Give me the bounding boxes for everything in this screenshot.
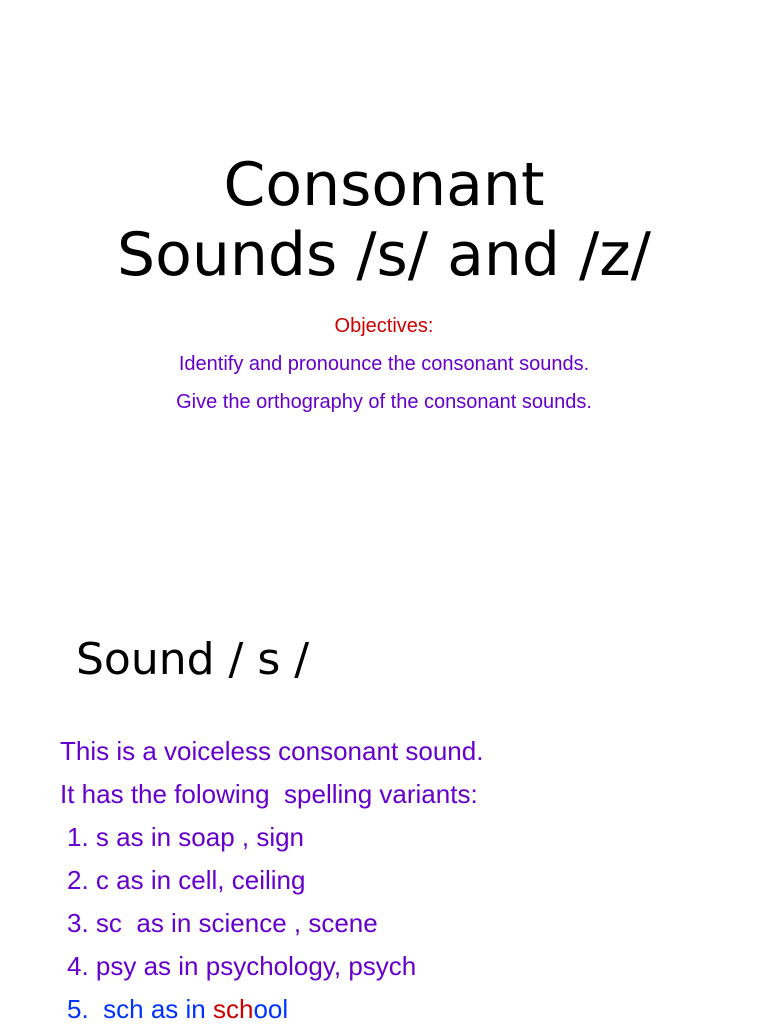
- spelling-variant-4: 4. psy as in psychology, psych: [67, 951, 417, 981]
- spelling-variant-1: 1. s as in soap , sign: [67, 822, 305, 852]
- intro-line-1: This is a voiceless consonant sound.: [60, 736, 484, 766]
- objective-item-1: Identify and pronounce the consonant sounds.: [178, 353, 590, 375]
- objectives-block: [0, 307, 768, 421]
- slide-title: [0, 150, 768, 290]
- spelling-variant-5-prefix: 5. sch as in: [67, 994, 213, 1024]
- spelling-variant-2: 2. c as in cell, ceiling: [67, 865, 306, 895]
- spelling-variant-5-suffix: ool: [253, 994, 289, 1024]
- slide-title-line-2: Sounds /s/ and /z/: [117, 220, 651, 290]
- spelling-variant-5: [60, 988, 483, 1031]
- spelling-variant-3: 3. sc as in science , scene: [67, 908, 378, 938]
- slide-2: [0, 512, 768, 1024]
- intro-line-2: It has the folowing spelling variants:: [60, 779, 478, 809]
- slide-2-heading: Sound / s /: [76, 634, 310, 685]
- objective-item-2: Give the orthography of the consonant sounds.: [176, 391, 592, 413]
- spelling-variant-5-highlight: sch: [212, 994, 254, 1024]
- objectives-heading: Objectives:: [334, 315, 434, 337]
- slide-1: [0, 0, 768, 512]
- slide-2-body: [60, 730, 483, 1031]
- slide-title-line-1: Consonant: [223, 150, 545, 220]
